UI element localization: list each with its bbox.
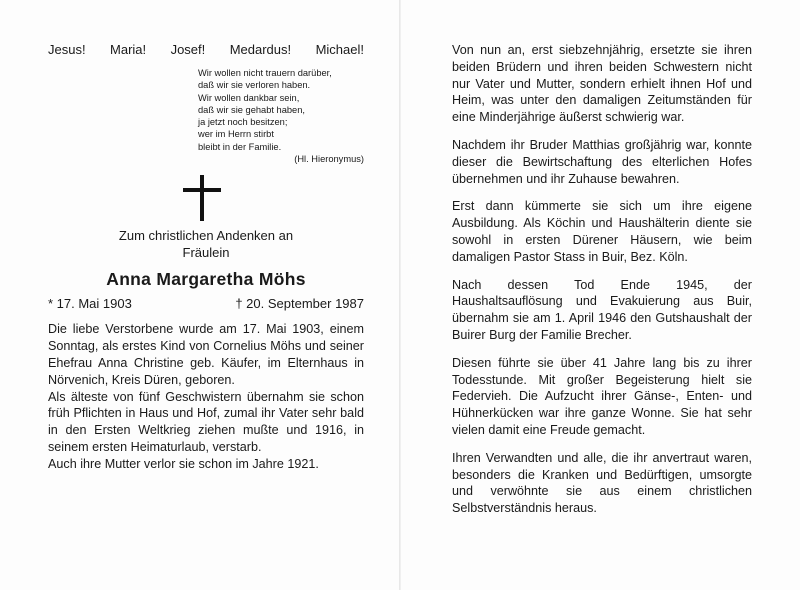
card-fold bbox=[399, 0, 401, 590]
saint-name: Jesus! bbox=[48, 42, 86, 57]
poem-line: Wir wollen dankbar sein, bbox=[198, 92, 300, 103]
saint-name: Medardus! bbox=[229, 42, 292, 57]
poem-line: Wir wollen nicht trauern darüber, bbox=[198, 68, 332, 78]
saint-invocations bbox=[48, 42, 364, 57]
poem-line: wer im Herrn stirbt bbox=[198, 129, 274, 140]
biography-paragraph: Nach dessen Tod Ende 1945, der Haushaltsauflösung und Evakuierung aus Buir, übernahm sie am 1. April 1946 den Gutshaushalt der Buirer Burg der Familie Brecher. bbox=[452, 277, 752, 342]
poem-line: daß wir sie gehabt haben, bbox=[198, 104, 305, 115]
deceased-name: Anna Margaretha Möhs bbox=[106, 269, 306, 290]
right-panel bbox=[452, 42, 752, 528]
biography-paragraph: Erst dann kümmerte sie sich um ihre eigene Ausbildung. Als Köchin und Haushälterin diente sie sowohl in ersten Dürener Häusern, wie beim damaligen Pastor Stass in Buir, Bez. Köln. bbox=[452, 199, 752, 264]
saint-name: Michael! bbox=[315, 42, 364, 57]
dedication-line: Fräulein bbox=[182, 245, 230, 261]
poem bbox=[198, 67, 364, 165]
dedication-line: Zum christlichen Andenken an bbox=[118, 228, 294, 244]
biography-paragraph: Auch ihre Mutter verlor sie schon im Jahre 1921. bbox=[48, 456, 319, 471]
dedication bbox=[48, 227, 364, 261]
death-date: † 20. September 1987 bbox=[235, 296, 364, 312]
poem-line: bleibt in der Familie. bbox=[198, 141, 282, 152]
biography-paragraph: Als älteste von fünf Geschwistern übernahm sie schon früh Pflichten in Haus und Hof, zumal ihr Vater sehr bald in den Ersten Weltkrieg ziehen mußte und 1916, in seinem ersten Heimaturlaub, verstarb. bbox=[48, 389, 364, 454]
life-dates bbox=[48, 296, 364, 311]
birth-date: * 17. Mai 1903 bbox=[48, 296, 132, 312]
biography-paragraph: Nachdem ihr Bruder Matthias großjährig war, konnte dieser die Bewirtschaftung des elterlichen Hofes übernehmen und ihr Zuhause bewahren. bbox=[452, 137, 752, 186]
saint-name: Josef! bbox=[170, 42, 206, 57]
cross-icon bbox=[183, 175, 223, 221]
biography-paragraph: Ihren Verwandten und alle, die ihr anvertraut waren, besonders die Kranken und Bedürftigen, umsorgte und verwöhnte sie aus einem christlichen Selbstverständnis heraus. bbox=[452, 450, 752, 516]
biography-paragraph: Diesen führte sie über 41 Jahre lang bis zu ihrer Todesstunde. Mit großer Begeisterung hielt sie Federvieh. Die Aufzucht ihrer Gänse-, Enten- und Hühnerkücken war ihre ganze Wonne. Sie hat sehr vielen damit eine Freude gemacht. bbox=[452, 355, 752, 437]
poem-line: ja jetzt noch besitzen; bbox=[198, 117, 288, 128]
left-panel bbox=[48, 42, 364, 473]
saint-name: Maria! bbox=[110, 42, 147, 57]
poem-line: daß wir sie verloren haben. bbox=[198, 80, 311, 91]
biography-paragraph: Die liebe Verstorbene wurde am 17. Mai 1903, einem Sonntag, als erstes Kind von Cornelius Möhs und seiner Ehefrau Anna Christine geb. Käufer, im Elternhaus in Nörvenich, Kreis Düren, geboren. bbox=[48, 322, 364, 387]
poem-attribution: (Hl. Hieronymus) bbox=[294, 154, 364, 165]
biography-paragraph: Von nun an, erst siebzehnjährig, ersetzte sie ihren beiden Brüdern und ihren beiden Schwestern nicht nur Vater und Mutter, sondern erhielt ihnen Hof und Heim, was unter den damaligen Zeitumständen für eine Minderjährige äußerst schwierig war. bbox=[452, 43, 752, 125]
